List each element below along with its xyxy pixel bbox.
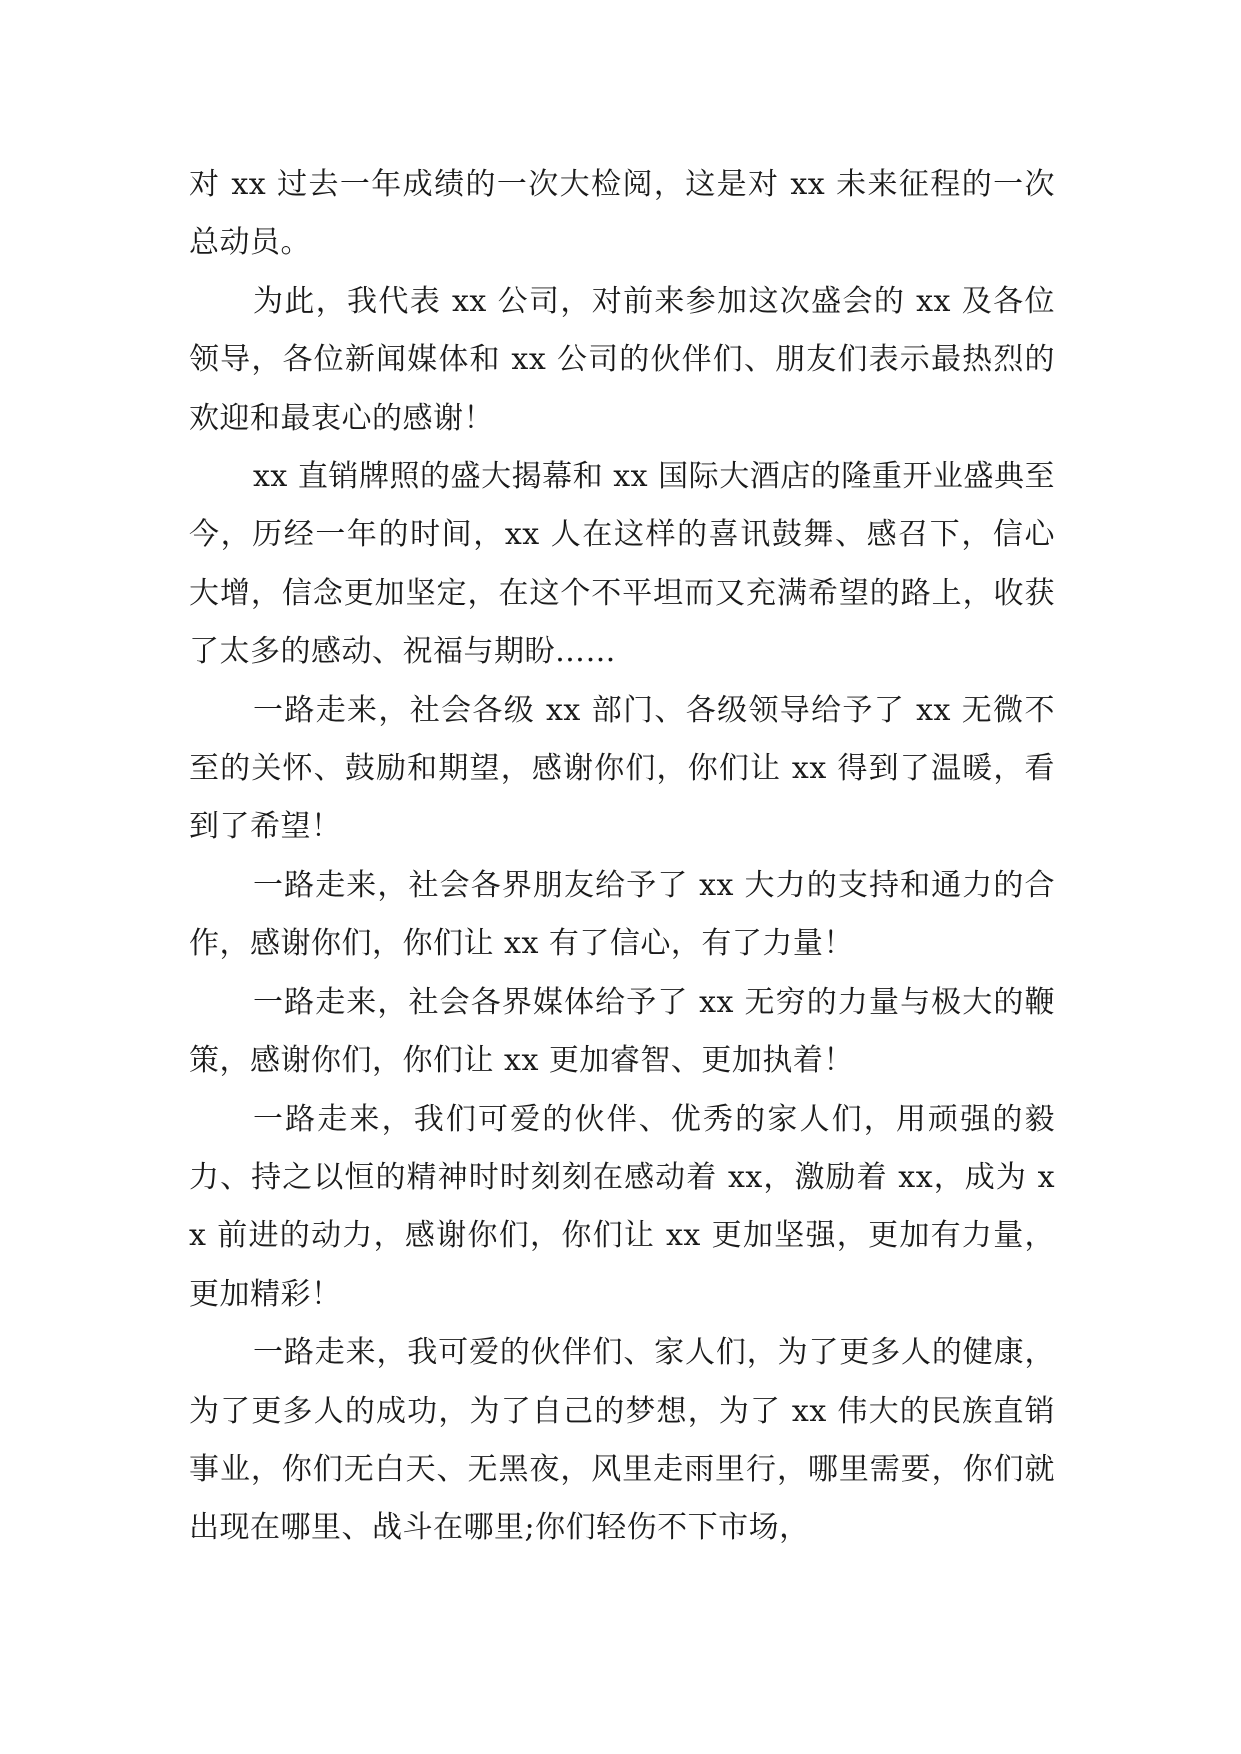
paragraph-5: 一路走来，社会各界朋友给予了 xx 大力的支持和通力的合作，感谢你们，你们让 xx 有了信心，有了力量！ — [189, 867, 1055, 962]
paragraph-2: 为此，我代表 xx 公司，对前来参加这次盛会的 xx 及各位领导，各位新闻媒体和 xx 公司的伙伴们、朋友们表示最热烈的欢迎和最衷心的感谢！ — [189, 283, 1055, 436]
paragraph-7: 一路走来，我们可爱的伙伴、优秀的家人们，用顽强的毅力、持之以恒的精神时时刻刻在感动着 xx，激励着 xx，成为 xx 前进的动力，感谢你们，你们让 xx 更加坚强，更加有力量，更加精彩！ — [189, 1101, 1055, 1312]
paragraph-8: 一路走来，我可爱的伙伴们、家人们，为了更多人的健康，为了更多人的成功，为了自己的梦想，为了 xx 伟大的民族直销事业，你们无白天、无黑夜，风里走雨里行，哪里需要，你们就出现在哪里、战斗在哪里;你们轻伤不下市场， — [189, 1335, 1055, 1546]
document-body — [189, 156, 1055, 1558]
paragraph-3: xx 直销牌照的盛大揭幕和 xx 国际大酒店的隆重开业盛典至今，历经一年的时间，xx 人在这样的喜讯鼓舞、感召下，信心大增，信念更加坚定，在这个不平坦而又充满希望的路上，收获了太多的感动、祝福与期盼…… — [189, 459, 1055, 670]
paragraph-4: 一路走来，社会各级 xx 部门、各级领导给予了 xx 无微不至的关怀、鼓励和期望，感谢你们，你们让 xx 得到了温暖，看到了希望！ — [189, 692, 1055, 845]
paragraph-1: 对 xx 过去一年成绩的一次大检阅，这是对 xx 未来征程的一次总动员。 — [189, 167, 1055, 261]
paragraph-6: 一路走来，社会各界媒体给予了 xx 无穷的力量与极大的鞭策，感谢你们，你们让 xx 更加睿智、更加执着！ — [189, 984, 1055, 1079]
